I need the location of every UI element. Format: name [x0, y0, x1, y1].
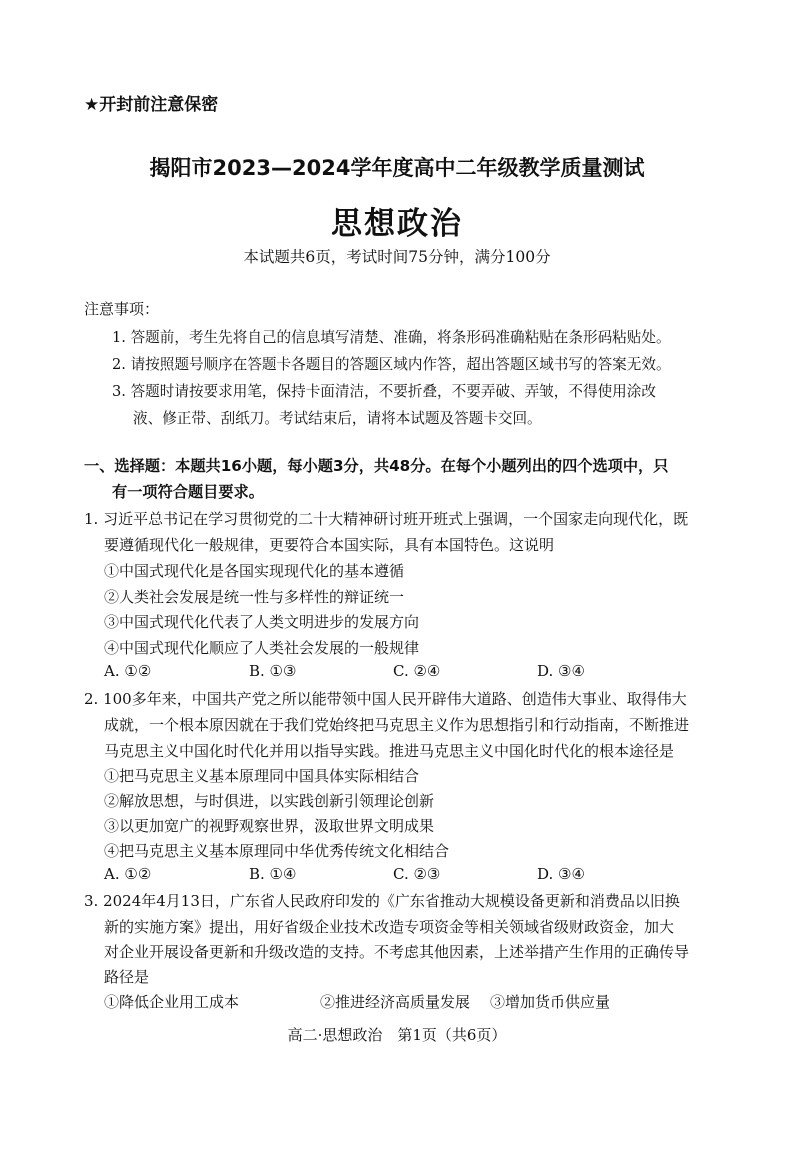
question-1-stem: 1. 习近平总书记在学习贯彻党的二十大精神研讨班开班式上强调，一个国家走向现代化，既 — [84, 510, 689, 528]
section-heading-cont: 有一项符合题目要求。 — [112, 483, 264, 501]
question-1-statement: ②人类社会发展是统一性与多样性的辩证统一 — [104, 588, 405, 606]
subject-title: 思想政治 — [331, 206, 463, 242]
exam-info: 本试题共6页，考试时间75分钟，满分100分 — [243, 248, 551, 266]
question-3-statement: ②推进经济高质量发展 — [320, 993, 471, 1011]
question-2-choice-a[interactable]: A. ①② — [104, 865, 152, 883]
question-1-choice-d[interactable]: D. ③④ — [537, 662, 585, 680]
question-2-choice-d[interactable]: D. ③④ — [537, 865, 585, 883]
question-3-statement: ③增加货币供应量 — [490, 993, 611, 1011]
question-1-choice-a[interactable]: A. ①② — [104, 662, 152, 680]
question-1-choice-b[interactable]: B. ①③ — [249, 662, 297, 680]
confidential-label: ★开封前注意保密 — [84, 95, 219, 115]
question-2-choice-c[interactable]: C. ②③ — [393, 865, 441, 883]
question-2-statement: ③以更加宽广的视野观察世界，汲取世界文明成果 — [104, 817, 435, 835]
notice-item: 3. 答题时请按要求用笔，保持卡面清洁，不要折叠，不要弄破、弄皱，不得使用涂改 — [112, 383, 656, 400]
question-2-statement: ①把马克思主义基本原理同中国具体实际相结合 — [104, 767, 420, 785]
question-2-stem: 成就，一个根本原因就在于我们党始终把马克思主义作为思想指引和行动指南，不断推进 — [104, 716, 690, 734]
question-2-statement: ②解放思想，与时俱进，以实践创新引领理论创新 — [104, 792, 435, 810]
page-footer: 高二·思想政治 第1页（共6页） — [287, 1026, 507, 1044]
question-1-statement: ④中国式现代化顺应了人类社会发展的一般规律 — [104, 639, 420, 657]
question-3-stem: 对企业开展设备更新和升级改造的支持。不考虑其他因素，上述举措产生作用的正确传导 — [104, 943, 690, 961]
notice-item: 2. 请按照题号顺序在答题卡各题目的答题区域内作答，超出答题区域书写的答案无效。 — [112, 356, 671, 373]
question-2-choice-b[interactable]: B. ①④ — [249, 865, 297, 883]
exam-title: 揭阳市2023—2024学年度高中二年级教学质量测试 — [149, 156, 645, 180]
question-1-statement: ①中国式现代化是各国实现现代化的基本遵循 — [104, 562, 405, 580]
notice-title: 注意事项： — [84, 300, 160, 318]
question-2-statement: ④把马克思主义基本原理同中华优秀传统文化相结合 — [104, 842, 450, 860]
question-2-stem: 2. 100多年来，中国共产党之所以能带领中国人民开辟伟大道路、创造伟大事业、取得伟大 — [84, 690, 687, 708]
question-3-statement: ①降低企业用工成本 — [104, 993, 240, 1011]
question-1-statement: ③中国式现代化代表了人类文明进步的发展方向 — [104, 613, 420, 631]
notice-item: 液、修正带、刮纸刀。考试结束后，请将本试题及答题卡交回。 — [133, 410, 542, 427]
section-heading: 一、选择题：本题共16小题，每小题3分，共48分。在每个小题列出的四个选项中，只 — [84, 457, 669, 475]
question-3-stem: 新的实施方案》提出，用好省级企业技术改造专项资金等相关领域省级财政资金，加大 — [104, 918, 675, 936]
question-1-stem: 要遵循现代化一般规律，更要符合本国实际，具有本国特色。这说明 — [104, 536, 555, 554]
question-2-stem: 马克思主义中国化时代化并用以指导实践。推进马克思主义中国化时代化的根本途径是 — [104, 742, 675, 760]
question-3-stem: 3. 2024年4月13日，广东省人民政府印发的《广东省推动大规模设备更新和消费品以旧换 — [84, 892, 680, 910]
notice-item: 1. 答题前，考生先将自己的信息填写清楚、准确，将条形码准确粘贴在条形码粘贴处。 — [112, 329, 671, 346]
question-3-stem: 路径是 — [104, 968, 150, 986]
question-1-choice-c[interactable]: C. ②④ — [393, 662, 441, 680]
